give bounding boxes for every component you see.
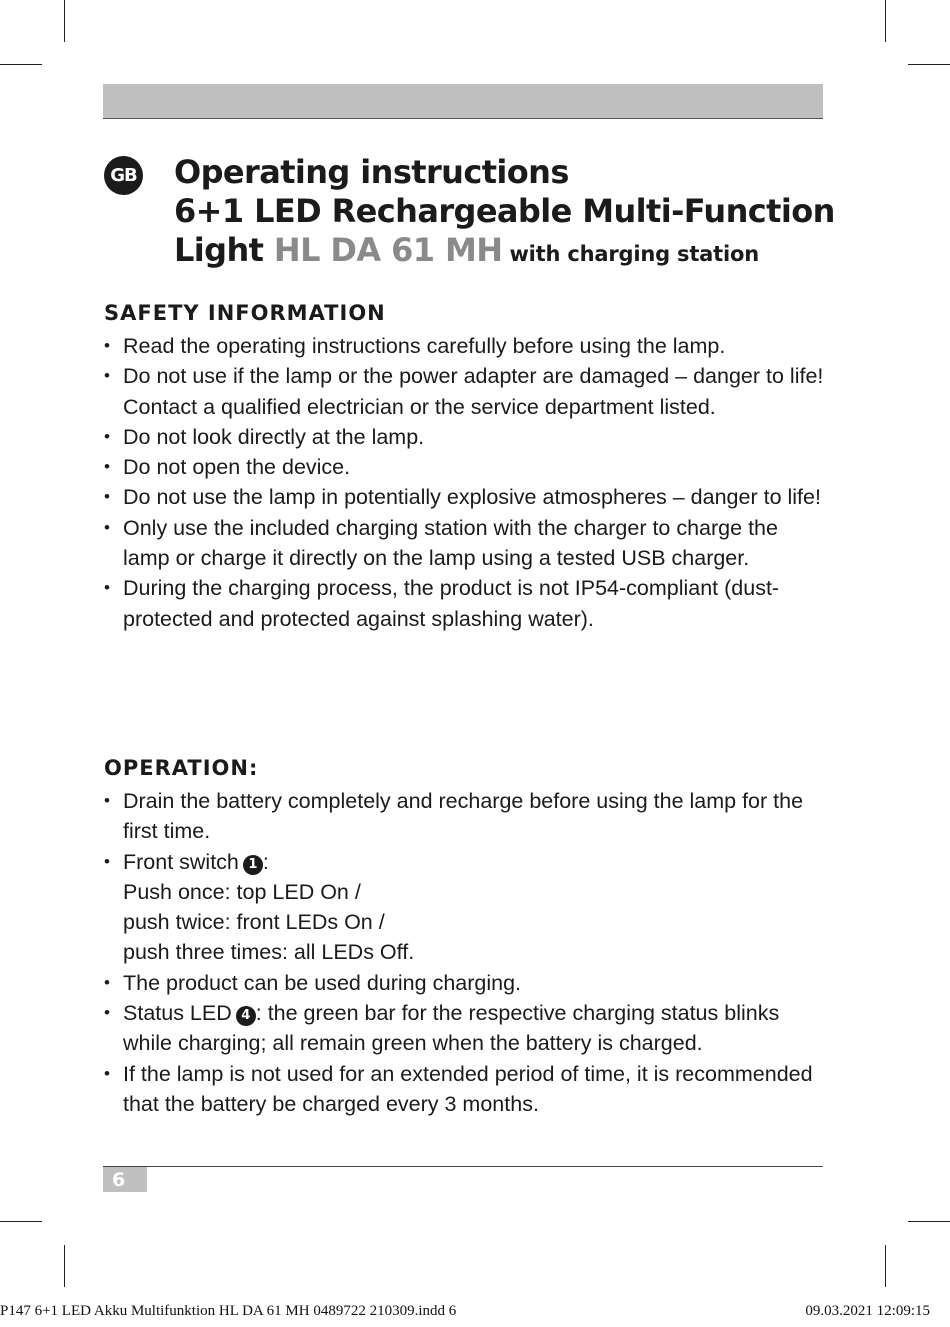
list-item: • Read the operating instructions carefully before using the lamp. [104,331,829,361]
header-band [103,84,823,119]
status-led-text: : the green bar for the respective charging status blinks while charging; all remain green when the battery is charged. [123,1001,780,1056]
crop-mark [0,1221,42,1222]
list-item: • Do not open the device. [104,452,829,482]
crop-mark [0,64,42,65]
front-switch-label: Front switch [123,849,239,874]
footer-rule [103,1166,823,1167]
print-slug-file: P147 6+1 LED Akku Multifunktion HL DA 61 MH 0489722 210309.indd 6 [0,1303,457,1319]
switch-step-3: push three times: all LEDs Off. [123,940,415,965]
page-number: 6 [103,1167,147,1192]
model-number: HL DA 61 MH [273,231,503,269]
list-item: • Do not look directly at the lamp. [104,422,829,452]
list-item: • Drain the battery completely and recharge before using the lamp for the first time. [104,786,829,847]
title-line-2: 6+1 LED Rechargeable Multi-Function [174,192,835,230]
print-slug-date: 09.03.2021 12:09:15 [805,1303,930,1319]
page-title [174,153,835,274]
switch-step-2: push twice: front LEDs On / [123,910,385,935]
list-item [104,998,829,1059]
status-led-label: Status LED [123,1001,232,1026]
list-item: • Do not use if the lamp or the power adapter are damaged – danger to life! Contact a qualified electrician or the service department listed. [104,361,829,422]
switch-step-1: Push once: top LED On / [123,879,361,904]
list-item: • During the charging process, the product is not IP54-compliant (dust-protected and protected against splashing water). [104,573,829,634]
operation-heading: OPERATION: [104,756,259,780]
title-line-1: Operating instructions [174,153,569,191]
list-item: • The product can be used during charging. [104,968,829,998]
operation-list [104,786,829,1119]
number-1-icon: 1 [243,855,263,875]
colon: : [262,849,269,874]
title-subtitle: with charging station [502,242,759,266]
crop-mark [64,1245,65,1287]
crop-mark [885,1245,886,1287]
language-badge-icon: GB [104,156,143,195]
safety-list [104,331,829,634]
number-4-icon: 4 [236,1006,256,1026]
crop-mark [885,0,886,42]
crop-mark [64,0,65,42]
safety-heading: SAFETY INFORMATION [104,301,386,325]
crop-mark [908,1221,950,1222]
list-item [104,847,829,968]
list-item: • If the lamp is not used for an extended period of time, it is recommended that the battery be charged every 3 months. [104,1059,829,1120]
crop-mark [908,64,950,65]
title-line-3 [174,231,824,274]
list-item: • Only use the included charging station with the charger to charge the lamp or charge it directly on the lamp using a tested USB charger. [104,513,829,574]
list-item: • Do not use the lamp in potentially explosive atmospheres – danger to life! [104,482,829,512]
title-light: Light [174,231,274,269]
